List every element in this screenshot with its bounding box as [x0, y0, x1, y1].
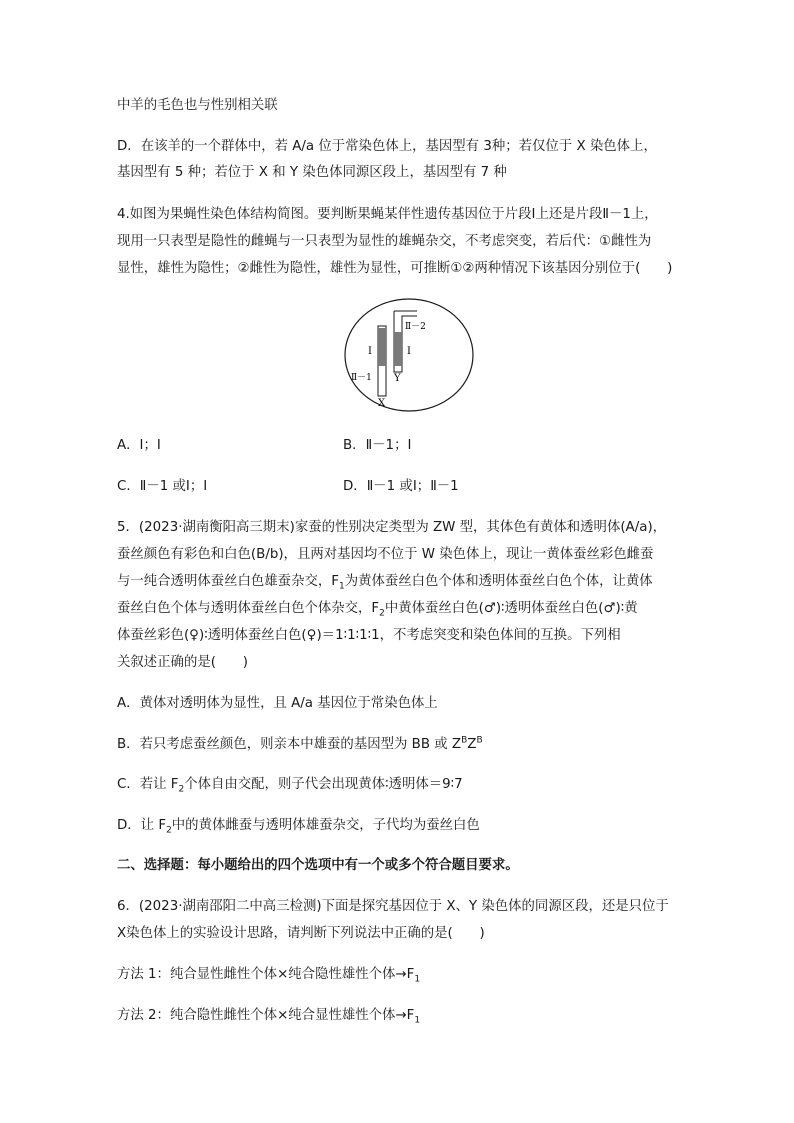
q4-option-b: B．Ⅱ－1；Ⅰ [343, 438, 412, 453]
q4-option-d: D．Ⅱ－1 或Ⅰ；Ⅱ－1 [343, 479, 459, 494]
text-line: 蚕丝白色个体与透明体蚕丝白色个体杂交，$F_2$中黄体蚕丝白色(♂)∶透明体蚕丝白色(♂)∶黄 [117, 601, 638, 619]
label-X: X [378, 398, 386, 409]
text-line: 基因型有 5 种；若位于 X 和 Y 染色体同源区段上，基因型有 7 种 [117, 165, 507, 180]
q4-option-c: C．Ⅱ－1 或Ⅰ；Ⅰ [117, 479, 208, 494]
method-2: 方法 2：纯合隐性雌性个体×纯合显性雄性个体$\to F_1$ [117, 1008, 421, 1026]
label-I-right: Ⅰ [407, 346, 411, 357]
chromosome-figure [343, 296, 475, 414]
text-line: 现用一只表型是隐性的雌蝇与一只表型为显性的雄蝇杂交，不考虑突变，若后代：①雌性为 [117, 234, 652, 249]
method-1: 方法 1：纯合显性雌性个体×纯合隐性雄性个体$\to F_1$ [117, 967, 421, 985]
x-segment-I [378, 328, 386, 366]
label-II-1: Ⅱ－1 [351, 373, 372, 383]
question-4-stem: 4.如图为果蝇性染色体结构简图。要判断果蝇某伴性遗传基因位于片段Ⅰ上还是片段Ⅱ－1上， [117, 207, 658, 222]
section-heading: 二、选择题：每小题给出的四个选项中有一个或多个符合题目要求。 [117, 858, 519, 873]
label-I-left: Ⅰ [368, 346, 372, 357]
text-line: 显性，雄性为隐性；②雌性为隐性，雄性为显性，可推断①②两种情况下该基因分别位于( ) [117, 261, 673, 276]
text-line: 蚕丝颜色有彩色和白色(B/b)，且两对基因均不位于 W 染色体上，现让一黄体蚕丝彩色雌蚕 [117, 547, 654, 562]
q4-option-a: A．Ⅰ；Ⅰ [117, 438, 161, 453]
question-5-stem: 5．(2023·湖南衡阳高三期末)家蚕的性别决定类型为 ZW 型，其体色有黄体和透明体(A/a)， [117, 520, 667, 535]
option-d-q3: D．在该羊的一个群体中，若 A/a 位于常染色体上，基因型有 3种；若仅位于 X 染色体上， [117, 139, 657, 154]
text-line: 体蚕丝彩色(♀)∶透明体蚕丝白色(♀)＝1∶1∶1∶1，不考虑突变和染色体间的互换。下列相 [117, 628, 621, 643]
q5-option-c: C．若让 $F_2$个体自由交配，则子代会出现黄体∶透明体＝9∶7 [117, 777, 463, 795]
chromosome-diagram [343, 296, 475, 414]
question-6-stem: 6．(2023·湖南邵阳二中高三检测)下面是探究基因位于 X、Y 染色体的同源区段，还是只位于 [117, 899, 669, 914]
text-line: 与一纯合透明体蚕丝白色雄蚕杂交，$F_1$为黄体蚕丝白色个体和透明体蚕丝白色个体，让黄体 [117, 574, 653, 592]
text-line: 中羊的毛色也与性别相关联 [117, 98, 278, 113]
q5-option-b: B．若只考虑蚕丝颜色，则亲本中雄蚕的基因型为 BB 或 $Z^BZ^B$ [117, 735, 483, 752]
y-segment-I [394, 332, 402, 366]
label-Y: Y [394, 373, 401, 384]
text-line: X染色体上的实验设计思路，请判断下列说法中正确的是( ) [117, 926, 485, 941]
label-II-2: Ⅱ－2 [405, 322, 426, 332]
q5-option-a: A．黄体对透明体为显性，且 A/a 基因位于常染色体上 [117, 696, 438, 711]
text-line: 关叙述正确的是( ) [117, 655, 248, 670]
q5-option-d: D．让 $F_2$中的黄体雌蚕与透明体雄蚕杂交，子代均为蚕丝白色 [117, 818, 480, 836]
